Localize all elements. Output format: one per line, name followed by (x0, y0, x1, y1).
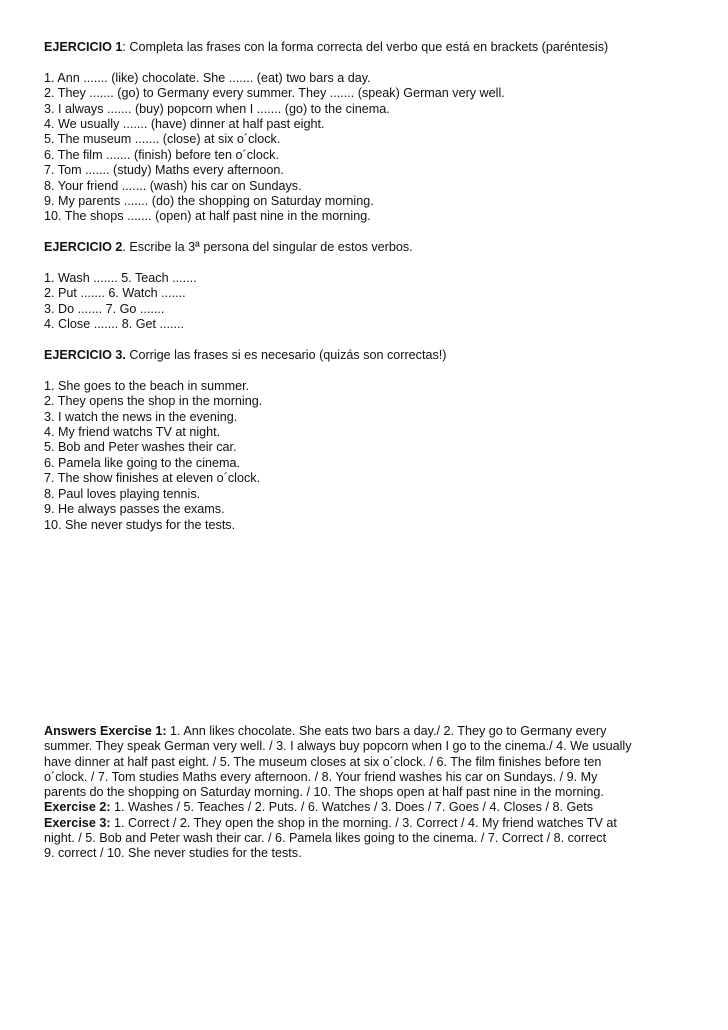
exercise-3-item: 7. The show finishes at eleven o´clock. (44, 471, 261, 486)
exercise-3-list (44, 379, 689, 533)
exercise-1-item: 7. Tom ....... (study) Maths every afternoon. (44, 163, 284, 178)
exercise-1-item: 3. I always ....... (buy) popcorn when I ....... (go) to the cinema. (44, 101, 390, 116)
answer-line (44, 831, 689, 846)
exercise-2-list (44, 271, 689, 333)
exercise-2-item: 1. Wash ....... 5. Teach ....... (44, 271, 197, 286)
answer-text: night. / 5. Bob and Peter wash their car. / 6. Pamela likes going to the cinema. / 7. Correct / 8. correct (44, 831, 607, 846)
exercise-3-item: 6. Pamela like going to the cinema. (44, 455, 241, 470)
exercise-1-item: 8. Your friend ....... (wash) his car on Sundays. (44, 178, 302, 193)
exercise-2-instruction: . Escribe la 3ª persona del singular de estos verbos. (122, 240, 413, 255)
exercise-1-heading (44, 40, 689, 55)
exercise-3-item: 3. I watch the news in the evening. (44, 409, 238, 424)
answer-text: have dinner at half past eight. / 5. The museum closes at six o´clock. / 6. The film finishes before ten (44, 754, 602, 769)
answer-label: Exercise 2: (44, 800, 111, 815)
exercise-1-item: 4. We usually ....... (have) dinner at half past eight. (44, 117, 325, 132)
exercise-1-item: 9. My parents ....... (do) the shopping on Saturday morning. (44, 194, 374, 209)
answer-line (44, 755, 689, 770)
exercise-2-heading (44, 240, 689, 255)
answer-line (44, 770, 689, 785)
answer-text: 1. Correct / 2. They open the shop in the morning. / 3. Correct / 4. My friend watches TV at (110, 815, 617, 830)
exercise-3-instruction: Corrige las frases si es necesario (quizás son correctas!) (125, 348, 447, 363)
exercise-3-item: 9. He always passes the exams. (44, 502, 225, 517)
exercise-3-item: 5. Bob and Peter washes their car. (44, 440, 237, 455)
answer-line (44, 800, 689, 815)
exercise-1-item: 6. The film ....... (finish) before ten o´clock. (44, 147, 279, 162)
exercise-3-item: 1. She goes to the beach in summer. (44, 378, 250, 393)
exercise-3-item: 10. She never studys for the tests. (44, 517, 236, 532)
exercise-3-title: EJERCICIO 3. (44, 348, 126, 363)
answer-text: parents do the shopping on Saturday morning. / 10. The shops open at half past nine in the morning. (44, 785, 604, 800)
exercise-2-item: 2. Put ....... 6. Watch ....... (44, 286, 186, 301)
answer-text: 9. correct / 10. She never studies for the tests. (44, 846, 302, 861)
exercise-2-item: 4. Close ....... 8. Get ....... (44, 317, 184, 332)
answer-line (44, 724, 689, 739)
answer-line (44, 739, 689, 754)
exercise-3-item: 2. They opens the shop in the morning. (44, 394, 263, 409)
exercise-1-item: 1. Ann ....... (like) chocolate. She ....... (eat) two bars a day. (44, 70, 371, 85)
exercise-3-item: 8. Paul loves playing tennis. (44, 486, 201, 501)
answer-label: Answers Exercise 1: (44, 724, 167, 738)
exercise-1-item: 2. They ....... (go) to Germany every summer. They ....... (speak) German very well. (44, 86, 505, 101)
answer-line (44, 816, 689, 831)
exercise-1-item: 5. The museum ....... (close) at six o´clock. (44, 132, 281, 147)
exercise-1-item: 10. The shops ....... (open) at half past nine in the morning. (44, 209, 371, 224)
exercise-1-title: EJERCICIO 1 (44, 40, 123, 54)
answer-label: Exercise 3: (44, 815, 111, 830)
exercise-1-instruction: : Completa las frases con la forma correcta del verbo que está en brackets (paréntesis) (122, 40, 609, 54)
exercise-3-heading (44, 348, 689, 363)
answer-text: o´clock. / 7. Tom studies Maths every afternoon. / 8. Your friend washes his car on Sundays. / 9. My (44, 769, 598, 784)
exercise-1-list (44, 71, 689, 225)
answer-line (44, 846, 689, 861)
answer-text: 1. Washes / 5. Teaches / 2. Puts. / 6. Watches / 3. Does / 7. Goes / 4. Closes / 8. Gets (110, 800, 594, 815)
worksheet (44, 40, 689, 533)
answer-text: summer. They speak German very well. / 3. I always buy popcorn when I go to the cinema./ 4. We usually (44, 739, 632, 754)
exercise-2-item: 3. Do ....... 7. Go ....... (44, 301, 165, 316)
exercise-3-item: 4. My friend watchs TV at night. (44, 425, 221, 440)
exercise-2-title: EJERCICIO 2 (44, 240, 123, 255)
answer-line (44, 785, 689, 800)
answer-key (44, 724, 689, 862)
answer-text: 1. Ann likes chocolate. She eats two bars a day./ 2. They go to Germany every (166, 724, 607, 738)
